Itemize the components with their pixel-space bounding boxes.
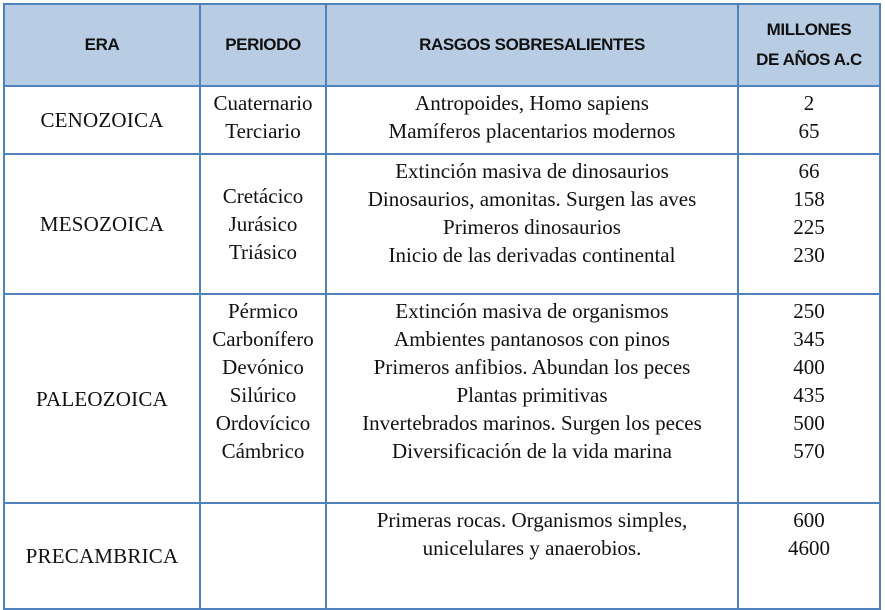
year-item: 4600 bbox=[788, 536, 830, 560]
header-row bbox=[4, 4, 880, 86]
feature-item: Mamíferos placentarios modernos bbox=[388, 119, 676, 143]
feature-item: Diversificación de la vida marina bbox=[392, 439, 672, 463]
era-cell: MESOZOICA bbox=[4, 154, 200, 294]
table-row bbox=[4, 503, 880, 609]
year-item: 400 bbox=[793, 355, 825, 379]
year-item: 158 bbox=[793, 187, 825, 211]
feature-item: Invertebrados marinos. Surgen los peces bbox=[362, 411, 702, 435]
period-cell bbox=[200, 294, 326, 503]
year-item: 500 bbox=[793, 411, 825, 435]
features-cell bbox=[326, 154, 738, 294]
header-rasgos: RASGOS SOBRESALIENTES bbox=[326, 4, 738, 86]
period-item: Carbonífero bbox=[212, 327, 314, 351]
year-item: 230 bbox=[793, 243, 825, 267]
period-item: Terciario bbox=[225, 119, 301, 143]
years-cell bbox=[738, 503, 880, 609]
header-millones-line-2: DE AÑOS A.C bbox=[756, 50, 862, 69]
feature-item: Primeros anfibios. Abundan los peces bbox=[373, 355, 691, 379]
feature-item: Ambientes pantanosos con pinos bbox=[394, 327, 670, 351]
period-item: Triásico bbox=[228, 240, 298, 264]
year-item: 66 bbox=[798, 159, 820, 183]
period-item: Cretácico bbox=[222, 184, 304, 208]
header-era: ERA bbox=[4, 4, 200, 86]
feature-item: Primeras rocas. Organismos simples, bbox=[376, 508, 688, 532]
year-item: 225 bbox=[793, 215, 825, 239]
era-cell: CENOZOICA bbox=[4, 86, 200, 154]
header-millones-line-1: MILLONES bbox=[766, 20, 852, 39]
features-cell bbox=[326, 294, 738, 503]
feature-item: Dinosaurios, amonitas. Surgen las aves bbox=[367, 187, 697, 211]
year-item: 570 bbox=[793, 439, 825, 463]
header-millones bbox=[738, 4, 880, 86]
period-cell bbox=[200, 86, 326, 154]
years-cell bbox=[738, 86, 880, 154]
feature-item: Primeros dinosaurios bbox=[443, 215, 621, 239]
features-cell bbox=[326, 86, 738, 154]
period-item: Cuaternario bbox=[213, 91, 313, 115]
year-item: 600 bbox=[793, 508, 825, 532]
period-cell bbox=[200, 503, 326, 609]
table-row bbox=[4, 154, 880, 294]
era-cell: PRECAMBRICA bbox=[4, 503, 200, 609]
years-cell bbox=[738, 154, 880, 294]
year-item: 250 bbox=[793, 299, 825, 323]
table-row bbox=[4, 294, 880, 503]
year-item: 2 bbox=[803, 91, 815, 115]
period-item: Jurásico bbox=[228, 212, 298, 236]
period-item: Cámbrico bbox=[221, 439, 305, 463]
era-cell: PALEOZOICA bbox=[4, 294, 200, 503]
feature-item: Inicio de las derivadas continental bbox=[388, 243, 676, 267]
feature-item: Extinción masiva de organismos bbox=[395, 299, 669, 323]
period-item: Ordovícico bbox=[215, 411, 311, 435]
years-cell bbox=[738, 294, 880, 503]
feature-item: Antropoides, Homo sapiens bbox=[415, 91, 649, 115]
period-item: Devónico bbox=[222, 355, 304, 379]
year-item: 345 bbox=[793, 327, 825, 351]
feature-item: Plantas primitivas bbox=[456, 383, 608, 407]
year-item: 435 bbox=[793, 383, 825, 407]
feature-item: Extinción masiva de dinosaurios bbox=[395, 159, 669, 183]
header-periodo: PERIODO bbox=[200, 4, 326, 86]
period-item: Pérmico bbox=[228, 299, 298, 323]
year-item: 65 bbox=[798, 119, 820, 143]
period-cell bbox=[200, 154, 326, 294]
table-row bbox=[4, 86, 880, 154]
feature-item: unicelulares y anaerobios. bbox=[422, 536, 642, 560]
geologic-time-table bbox=[3, 3, 881, 610]
period-item: Silúrico bbox=[229, 383, 297, 407]
features-cell bbox=[326, 503, 738, 609]
